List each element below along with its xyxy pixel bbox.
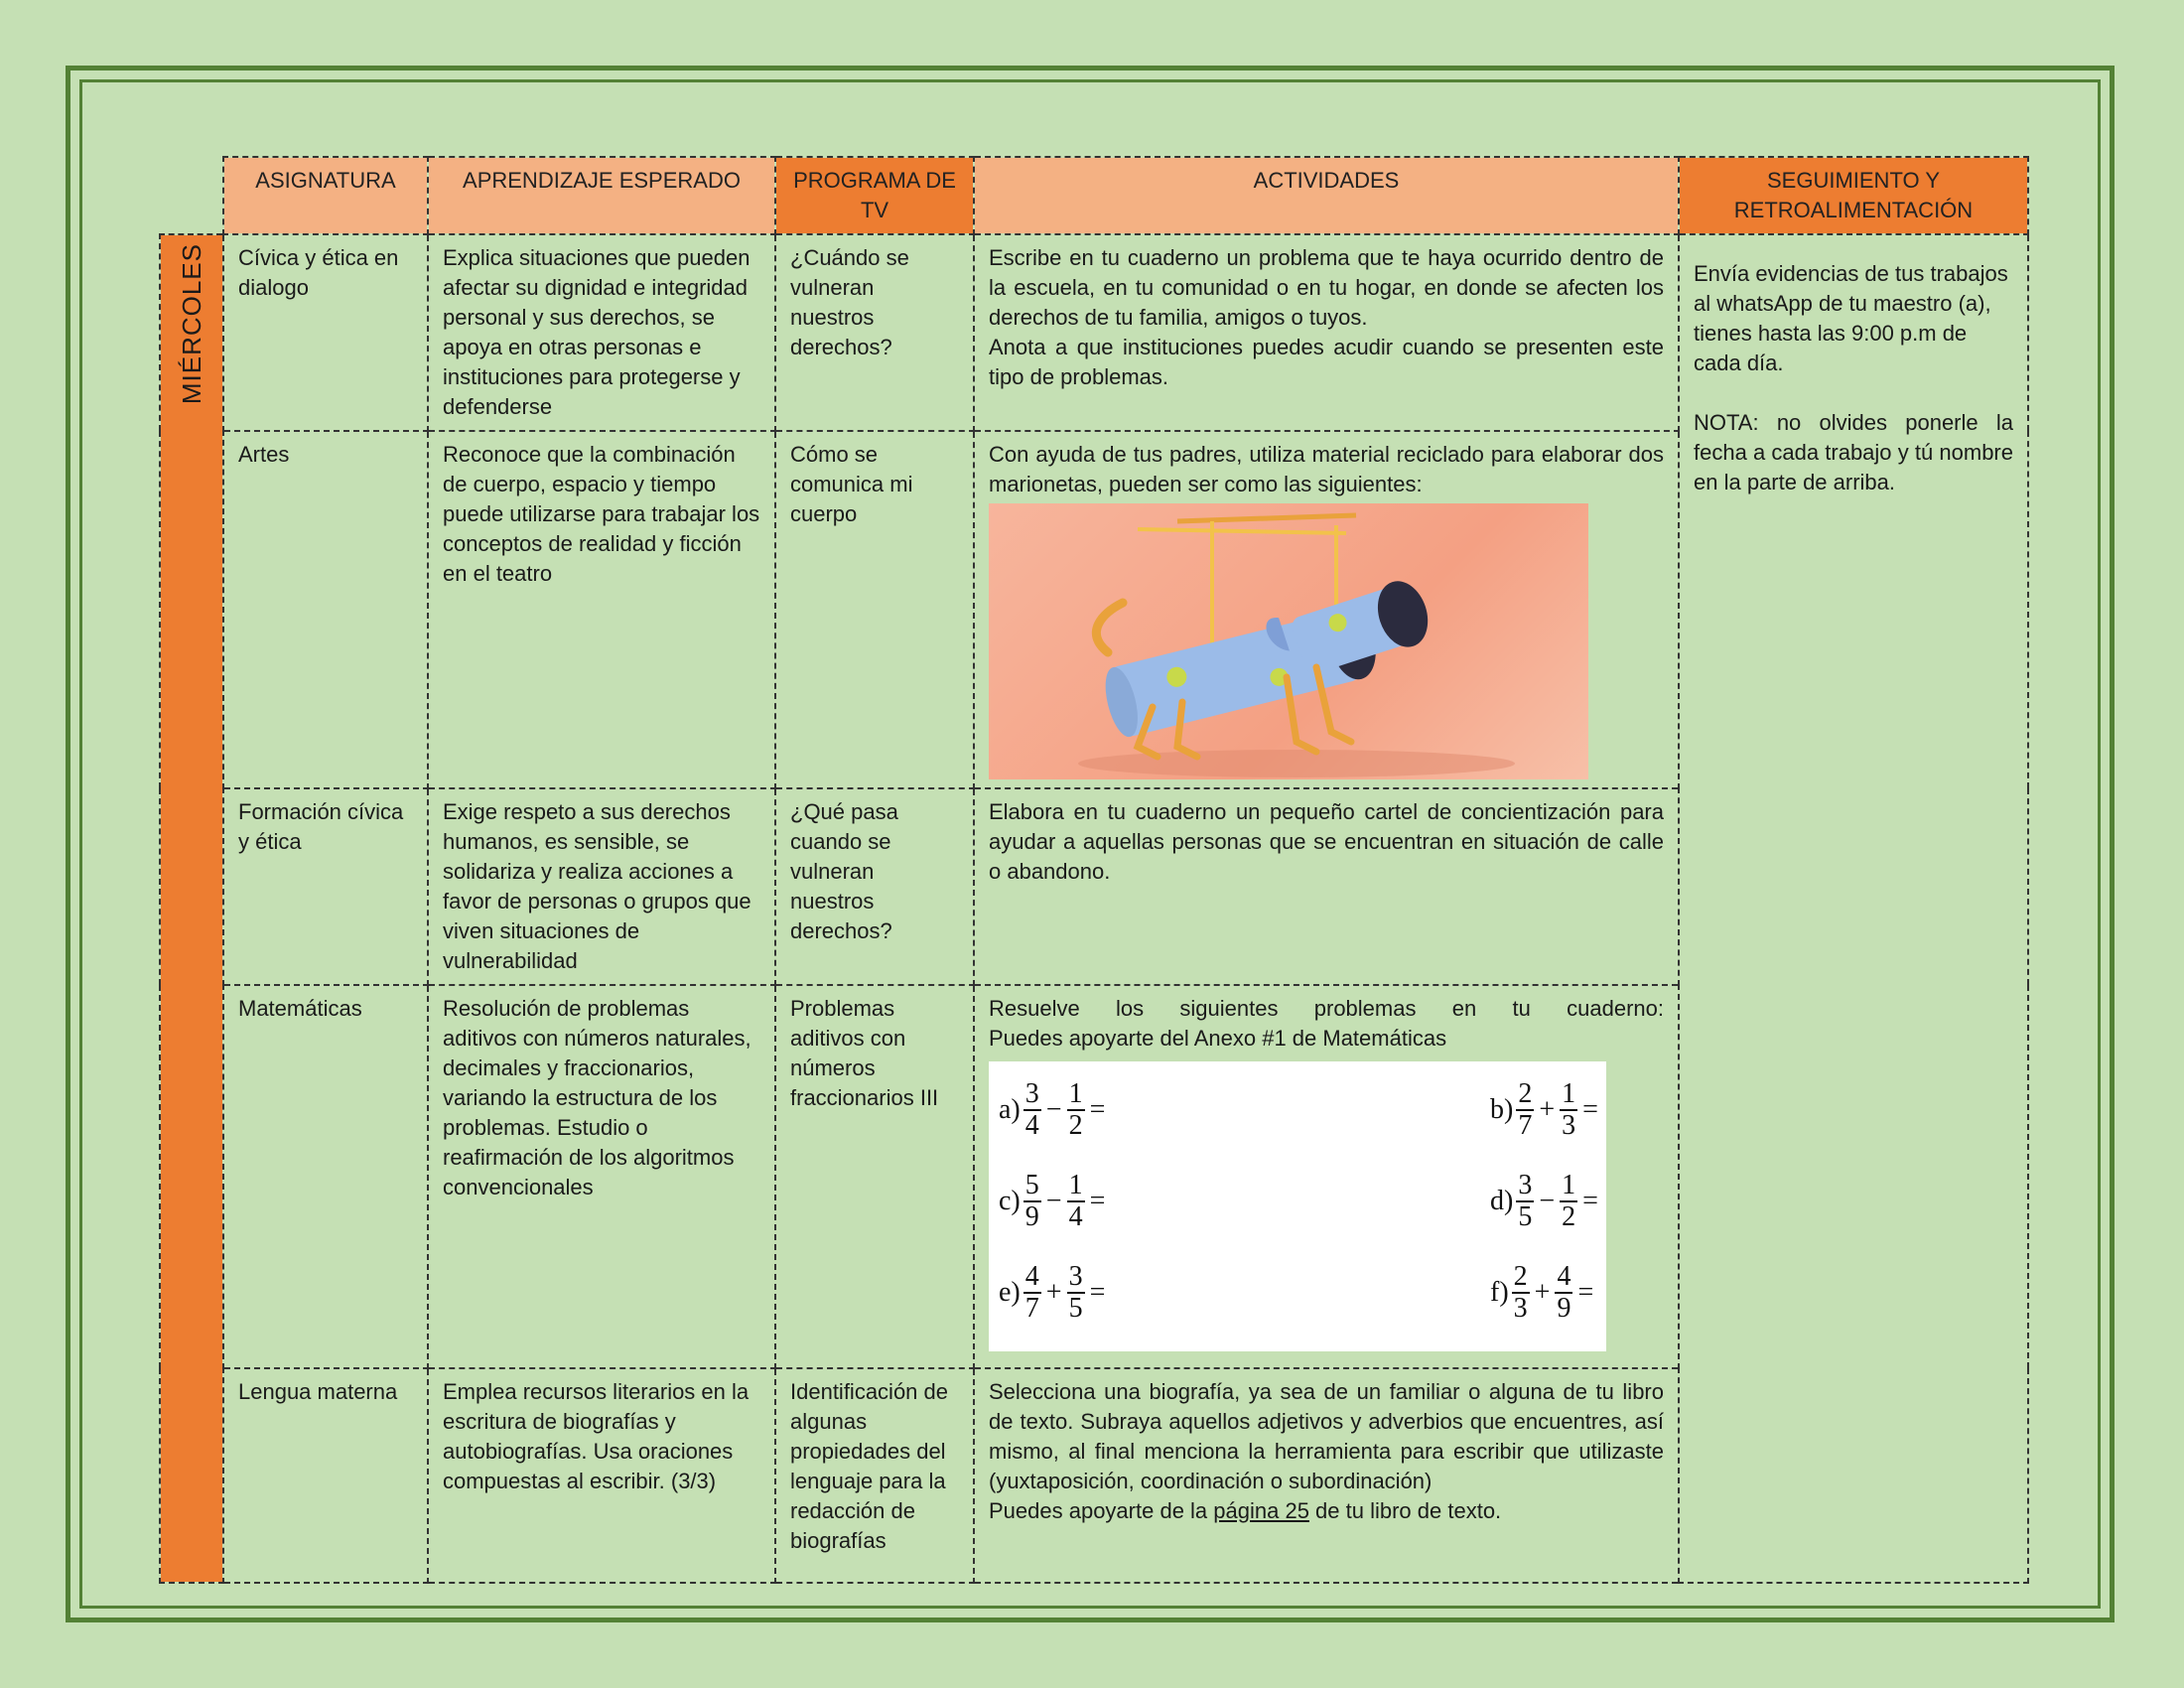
cell-programa: Identificación de algunas propiedades del lenguaje para la redacción de biografías bbox=[775, 1368, 974, 1583]
seguimiento-text: Envía evidencias de tus trabajos al whatsApp de tu maestro (a), tienes hasta las 9:00 p.m de cada día. bbox=[1694, 261, 2008, 375]
cell-actividades bbox=[974, 431, 1679, 788]
header-aprendizaje: APRENDIZAJE ESPERADO bbox=[428, 157, 775, 234]
cell-programa: ¿Cuándo se vulneran nuestros derechos? bbox=[775, 234, 974, 431]
math-problems-image bbox=[989, 1061, 1606, 1351]
activity-reference: Puedes apoyarte de la página 25 de tu libro de texto. bbox=[989, 1498, 1502, 1523]
cell-asignatura: Cívica y ética en dialogo bbox=[223, 234, 428, 431]
cell-aprendizaje: Exige respeto a sus derechos humanos, es sensible, se solidariza y realiza acciones a favor de personas o grupos que viven situaciones de vulnerabilidad bbox=[428, 788, 775, 985]
activity-text: Selecciona una biografía, ya sea de un familiar o alguna de tu libro de texto. Subraya aquellos adjetivos y adverbios que encuentres, así mismo, al final menciona la herramienta para escribir que utilizaste (yuxtaposición, coordinación o subordinación) bbox=[989, 1379, 1664, 1493]
header-programa: PROGRAMA DE TV bbox=[775, 157, 974, 234]
math-problem-c: c) $\frac{5}{9}$ − $\frac{1}{4}$ = bbox=[999, 1170, 1106, 1232]
header-actividades: ACTIVIDADES bbox=[974, 157, 1679, 234]
cell-asignatura: Formación cívica y ética bbox=[223, 788, 428, 985]
table-row bbox=[160, 234, 2028, 431]
cell-seguimiento bbox=[1679, 234, 2028, 1583]
cell-aprendizaje: Explica situaciones que pueden afectar su dignidad e integridad personal y sus derechos, se apoya en otras personas e instituciones para protegerse y defenderse bbox=[428, 234, 775, 431]
lesson-plan-table bbox=[159, 156, 2029, 1584]
cell-asignatura: Lengua materna bbox=[223, 1368, 428, 1583]
cell-aprendizaje: Resolución de problemas aditivos con números naturales, decimales y fraccionarios, variando la estructura de los problemas. Estudio o reafirmación de los algoritmos convencionales bbox=[428, 985, 775, 1368]
cell-actividades bbox=[974, 1368, 1679, 1583]
cell-programa: Cómo se comunica mi cuerpo bbox=[775, 431, 974, 788]
math-problem-a: a) $\frac{3}{4}$ − $\frac{1}{2}$ = bbox=[999, 1078, 1106, 1141]
cell-actividades: Elabora en tu cuaderno un pequeño cartel de concientización para ayudar a aquellas personas que se encuentran en situación de calle o abandono. bbox=[974, 788, 1679, 985]
math-problem-e: e) $\frac{4}{7}$ + $\frac{3}{5}$ = bbox=[999, 1261, 1106, 1324]
cell-actividades bbox=[974, 985, 1679, 1368]
header-seguimiento: SEGUIMIENTO Y RETROALIMENTACIÓN bbox=[1679, 157, 2028, 234]
cell-asignatura: Matemáticas bbox=[223, 985, 428, 1368]
cell-asignatura: Artes bbox=[223, 431, 428, 788]
puppet-image bbox=[989, 503, 1588, 779]
activity-text: Con ayuda de tus padres, utiliza material reciclado para elaborar dos marionetas, pueden ser como las siguientes: bbox=[989, 442, 1664, 496]
cell-aprendizaje: Reconoce que la combinación de cuerpo, espacio y tiempo puede utilizarse para trabajar los conceptos de realidad y ficción en el teatro bbox=[428, 431, 775, 788]
math-problem-b: b) $\frac{2}{7}$ + $\frac{1}{3}$ = bbox=[1490, 1078, 1598, 1141]
activity-text-2: Anota a que instituciones puedes acudir cuando se presenten este tipo de problemas. bbox=[989, 335, 1664, 389]
header-asignatura: ASIGNATURA bbox=[223, 157, 428, 234]
math-problem-d: d) $\frac{3}{5}$ − $\frac{1}{2}$ = bbox=[1490, 1170, 1598, 1232]
page-25-link[interactable]: página 25 bbox=[1213, 1498, 1309, 1523]
cell-programa: ¿Qué pasa cuando se vulneran nuestros derechos? bbox=[775, 788, 974, 985]
cell-aprendizaje: Emplea recursos literarios en la escritura de biografías y autobiografías. Usa oraciones compuestas al escribir. (3/3) bbox=[428, 1368, 775, 1583]
activity-text-2: Puedes apoyarte del Anexo #1 de Matemáticas bbox=[989, 1026, 1447, 1051]
activity-text: Resuelve los siguientes problemas en tu cuaderno: bbox=[989, 996, 1664, 1021]
math-problem-f: f) $\frac{2}{3}$ + $\frac{4}{9}$ = bbox=[1490, 1261, 1594, 1324]
dog-puppet-icon bbox=[989, 503, 1588, 779]
seguimiento-note: NOTA: no olvides ponerle la fecha a cada trabajo y tú nombre en la parte de arriba. bbox=[1694, 410, 2013, 494]
header-row bbox=[160, 157, 2028, 234]
corner-blank bbox=[160, 157, 223, 234]
day-label: MIÉRCOLES bbox=[160, 234, 223, 1583]
activity-text: Escribe en tu cuaderno un problema que te haya ocurrido dentro de la escuela, en tu comunidad o en tu hogar, en donde se afecten los derechos de tu familia, amigos o tuyos. bbox=[989, 245, 1664, 330]
cell-programa: Problemas aditivos con números fraccionarios III bbox=[775, 985, 974, 1368]
cell-actividades bbox=[974, 234, 1679, 431]
